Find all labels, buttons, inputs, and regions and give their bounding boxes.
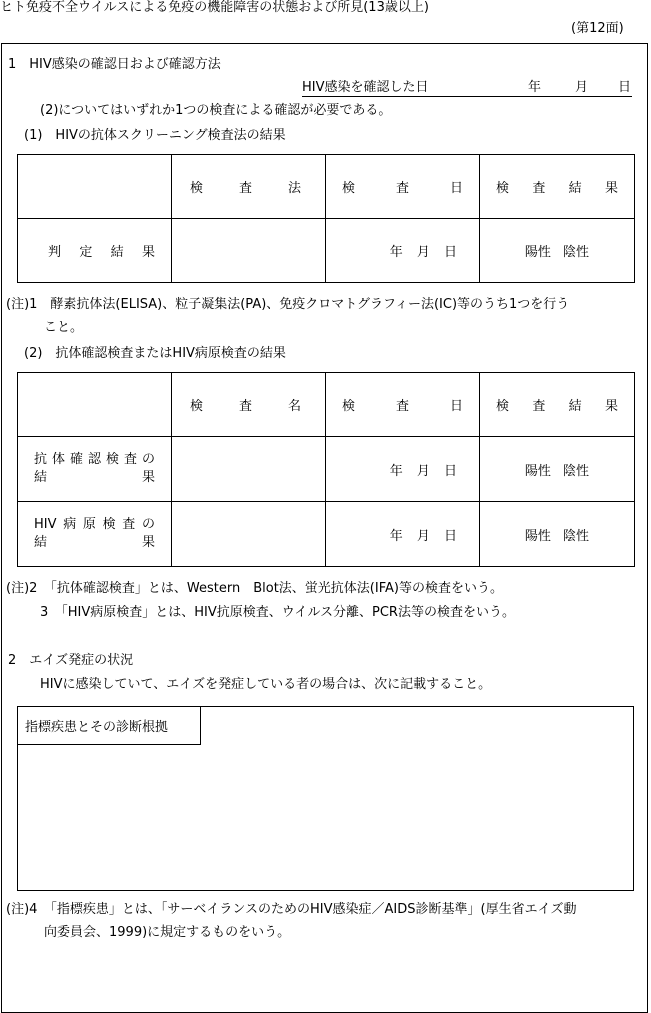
note3: 3 「HIV病原検査」とは、HIV抗原検査、ウイルス分離、PCR法等の検査をいう。 — [40, 605, 515, 620]
test-name-input-cell[interactable] — [172, 502, 326, 567]
label-line1: HIV病原検査の — [34, 517, 155, 532]
header-test-name: 検査名 — [172, 373, 326, 437]
table-row — [18, 437, 635, 502]
note4-line1: (注)4 「指標疾患」とは、「サーベイランスのためのHIV感染症／AIDS診断基準」(厚生省エイズ動 — [6, 902, 577, 917]
table-header-row — [18, 373, 635, 437]
diagnosis-textarea[interactable] — [17, 706, 634, 891]
method-input-cell[interactable] — [172, 219, 326, 283]
confirm-month-unit: 月 — [575, 80, 589, 95]
note4-line2: 向委員会、1999)に規定するものをいう。 — [44, 925, 291, 940]
note2: (注)2 「抗体確認検査」とは、Western Blot法、蛍光抗体法(IFA)等の検査をいう。 — [6, 581, 503, 596]
section2-heading: 2 エイズ発症の状況 — [8, 653, 134, 668]
antibody-confirm-label — [18, 437, 172, 502]
note1-line2: こと。 — [44, 320, 84, 335]
test-date-cell[interactable]: 年 月 日 — [326, 502, 480, 567]
confirm-year-unit: 年 — [528, 80, 542, 95]
note1-line1: (注)1 酵素抗体法(ELISA)、粒子凝集法(PA)、免疫クロマトグラフィー法(IC)等のうち1つを行う — [6, 297, 570, 312]
confirm-date-label: HIV感染を確認した日 — [302, 80, 429, 95]
header-blank-cell — [18, 155, 172, 219]
hiv-pathogen-label — [18, 502, 172, 567]
sub2-heading: (2) 抗体確認検査またはHIV病原検査の結果 — [24, 346, 286, 361]
label-line1: 抗体確認検査の — [34, 452, 155, 467]
judgement-label: 判定結果 — [18, 219, 172, 283]
table-row — [18, 502, 635, 567]
result-choice-cell[interactable]: 陽性 陰性 — [480, 437, 635, 502]
test-date-cell[interactable]: 年 月 日 — [326, 219, 480, 283]
page-number-label: (第12面) — [571, 21, 624, 36]
header-test-result: 検査結果 — [480, 155, 635, 219]
test-date-cell[interactable]: 年 月 日 — [326, 437, 480, 502]
header-test-date: 検査日 — [326, 155, 480, 219]
label-line2: 結果 — [34, 470, 155, 485]
table-row — [18, 219, 635, 283]
section2-instruction: HIVに感染していて、エイズを発症している者の場合は、次に記載すること。 — [40, 677, 492, 692]
diagnosis-box-label: 指標疾患とその診断根拠 — [18, 707, 201, 745]
result-choice-cell[interactable]: 陽性 陰性 — [480, 502, 635, 567]
table-header-row — [18, 155, 635, 219]
header-test-date: 検査日 — [326, 373, 480, 437]
header-method: 検査法 — [172, 155, 326, 219]
result-choice-cell[interactable]: 陽性 陰性 — [480, 219, 635, 283]
test-name-input-cell[interactable] — [172, 437, 326, 502]
confirm-day-unit: 日 — [618, 80, 632, 95]
confirm-date-field[interactable] — [302, 80, 632, 97]
section1-heading: 1 HIV感染の確認日および確認方法 — [8, 57, 221, 72]
header-blank-cell — [18, 373, 172, 437]
page-title: ヒト免疫不全ウイルスによる免疫の機能障害の状態および所見(13歳以上) — [0, 0, 429, 15]
header-test-result: 検査結果 — [480, 373, 635, 437]
screening-table — [17, 154, 635, 283]
confirmation-table — [17, 372, 635, 567]
section1-note-intro: (2)についてはいずれか1つの検査による確認が必要である。 — [40, 103, 392, 118]
sub1-heading: (1) HIVの抗体スクリーニング検査法の結果 — [24, 128, 286, 143]
label-line2: 結果 — [34, 535, 155, 550]
